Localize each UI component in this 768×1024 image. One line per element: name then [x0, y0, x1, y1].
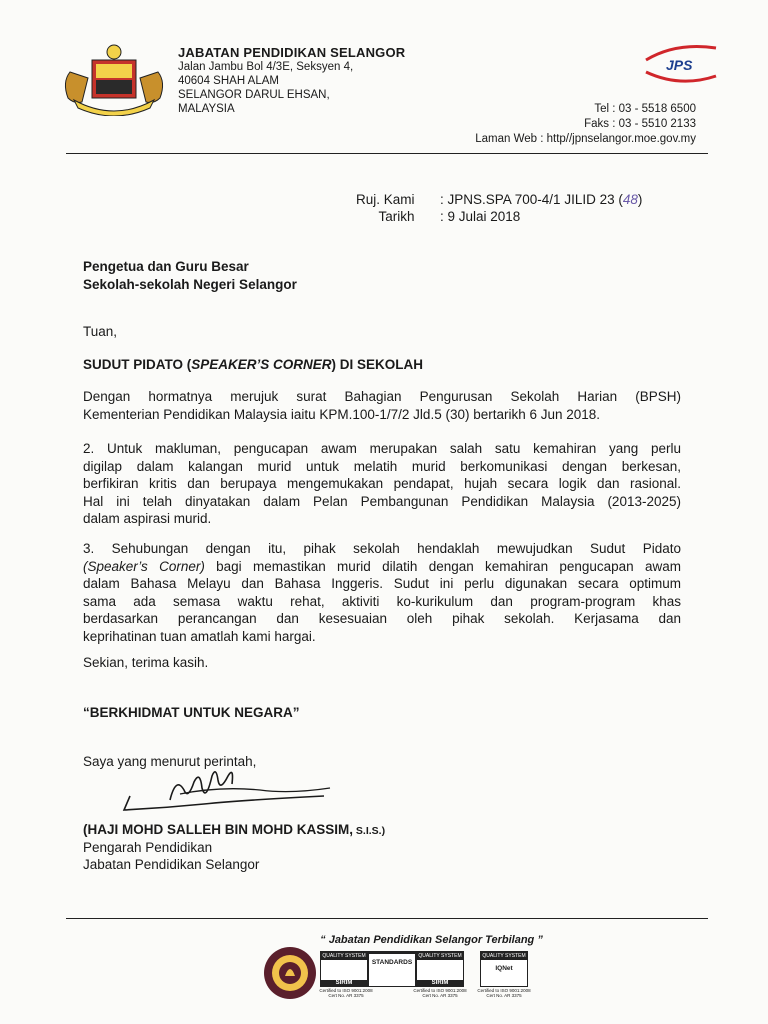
contact-info — [475, 102, 696, 147]
recipient-line: Sekolah-sekolah Negeri Selangor — [83, 276, 297, 292]
jps-logo-text: JPS — [666, 57, 693, 73]
ruj-value: : JPNS.SPA 700-4/1 JILID 23 (48) — [440, 192, 643, 207]
paragraph-line: berfikiran kritis dan berupaya mengemukakan pendapat, hujah secara logik dan rasional. — [83, 476, 681, 491]
telephone: Tel : 03 - 5518 6500 — [594, 103, 696, 115]
signatory-department: Jabatan Pendidikan Selangor — [83, 857, 260, 872]
fax: Faks : 03 - 5510 2133 — [584, 118, 696, 130]
quality-cert-badge: QUALITY SYSTEM SIRIM — [320, 951, 368, 987]
organization-address — [178, 60, 353, 116]
sign-off: Saya yang menurut perintah, — [83, 754, 257, 769]
organization-name: JABATAN PENDIDIKAN SELANGOR — [178, 45, 406, 60]
reference-labels — [356, 191, 415, 225]
tarikh-label: Tarikh — [378, 209, 415, 224]
closing: Sekian, terima kasih. — [83, 655, 209, 670]
address-line: Jalan Jambu Bol 4/3E, Seksyen 4, — [178, 61, 354, 73]
paragraph-2 — [83, 440, 681, 528]
recipient — [83, 258, 297, 293]
letter-subject: SUDUT PIDATO (SPEAKER’S CORNER) DI SEKOLAH — [83, 357, 424, 372]
paragraph-line: (Speaker’s Corner) bagi memastikan murid dilatih dengan kemahiran pengucapan awam — [83, 558, 682, 574]
paragraph-3 — [83, 540, 681, 645]
cert-note: Certified to ISO 9001:2008 Cert No. AR 3375 — [477, 988, 531, 998]
paragraph-line: keprihatinan tuan amatlah kami hargai. — [83, 628, 316, 644]
quality-cert-badge: QUALITY SYSTEM SIRIM — [416, 951, 464, 987]
selangor-crest-logo — [60, 42, 168, 116]
cert-note: Certified to ISO 9001:2008 Cert No. AR 3375 — [319, 988, 373, 998]
jps-logo — [640, 42, 722, 88]
paragraph-line: dalam aspirasi murid. — [83, 511, 212, 526]
recipient-line: Pengetua dan Guru Besar — [83, 259, 249, 274]
signatory-title: Pengarah Pendidikan — [83, 840, 213, 855]
footer-slogan: “ Jabatan Pendidikan Selangor Terbilang ” — [320, 934, 543, 946]
paragraph-line: dalam Bahasa Melayu dan Bahasa Inggeris. Sudut ini perlu digunakan secara optimum — [83, 576, 681, 591]
paragraph-line: berdasarkan perancangan dan kesesuaian oleh pihak sekolah. Kerjasama dan — [83, 611, 681, 626]
paragraph-line: sama ada semasa waktu rehat, aktiviti ko-kurikulum dan program-program khas — [83, 593, 681, 609]
handwritten-number: 48 — [622, 192, 638, 207]
paragraph-line: 3. Sehubungan dengan itu, pihak sekolah hendaklah mewujudkan Sudut Pidato — [83, 541, 681, 556]
footer-divider — [66, 918, 708, 919]
iqnet-cert-badge: QUALITY SYSTEM IQNet — [480, 951, 528, 987]
department-badge-logo — [263, 946, 317, 1000]
address-line: 40604 SHAH ALAM — [178, 75, 280, 87]
paragraph-line: digilap dalam kalangan murid untuk melatih murid berkomunikasi dengan berkesan, — [83, 458, 681, 474]
reference-values — [440, 191, 642, 225]
paragraph-line: 2. Untuk makluman, pengucapan awam merupakan salah satu kemahiran yang perlu — [83, 441, 681, 456]
salutation: Tuan, — [83, 324, 118, 339]
paragraph-line: Hal ini telah dinyatakan dalam Pelan Pembangunan Pendidikan Malaysia (2013-2025) — [83, 493, 681, 509]
paragraph-1 — [83, 388, 681, 423]
ruj-label: Ruj. Kami — [356, 192, 415, 207]
signature — [110, 770, 350, 820]
address-line: MALAYSIA — [178, 103, 235, 115]
website: Laman Web : http//jpnselangor.moe.gov.my — [475, 133, 696, 145]
paragraph-line: Dengan hormatnya merujuk surat Bahagian Pengurusan Sekolah Harian (BPSH) — [83, 389, 681, 404]
paragraph-line: Kementerian Pendidikan Malaysia iaitu KPM.100-1/7/2 Jld.5 (30) bertarikh 6 Jun 2018. — [83, 406, 601, 422]
header-divider — [66, 153, 708, 154]
motto: “BERKHIDMAT UNTUK NEGARA” — [83, 705, 300, 720]
cert-note: Certified to ISO 9001:2008 Cert No. AR 3375 — [413, 988, 467, 998]
signatory-name: (HAJI MOHD SALLEH BIN MOHD KASSIM, S.I.S.) — [83, 822, 386, 837]
standards-cert-badge: STANDARDS — [368, 951, 416, 987]
address-line: SELANGOR DARUL EHSAN, — [178, 89, 330, 101]
tarikh-value: : 9 Julai 2018 — [440, 209, 521, 224]
